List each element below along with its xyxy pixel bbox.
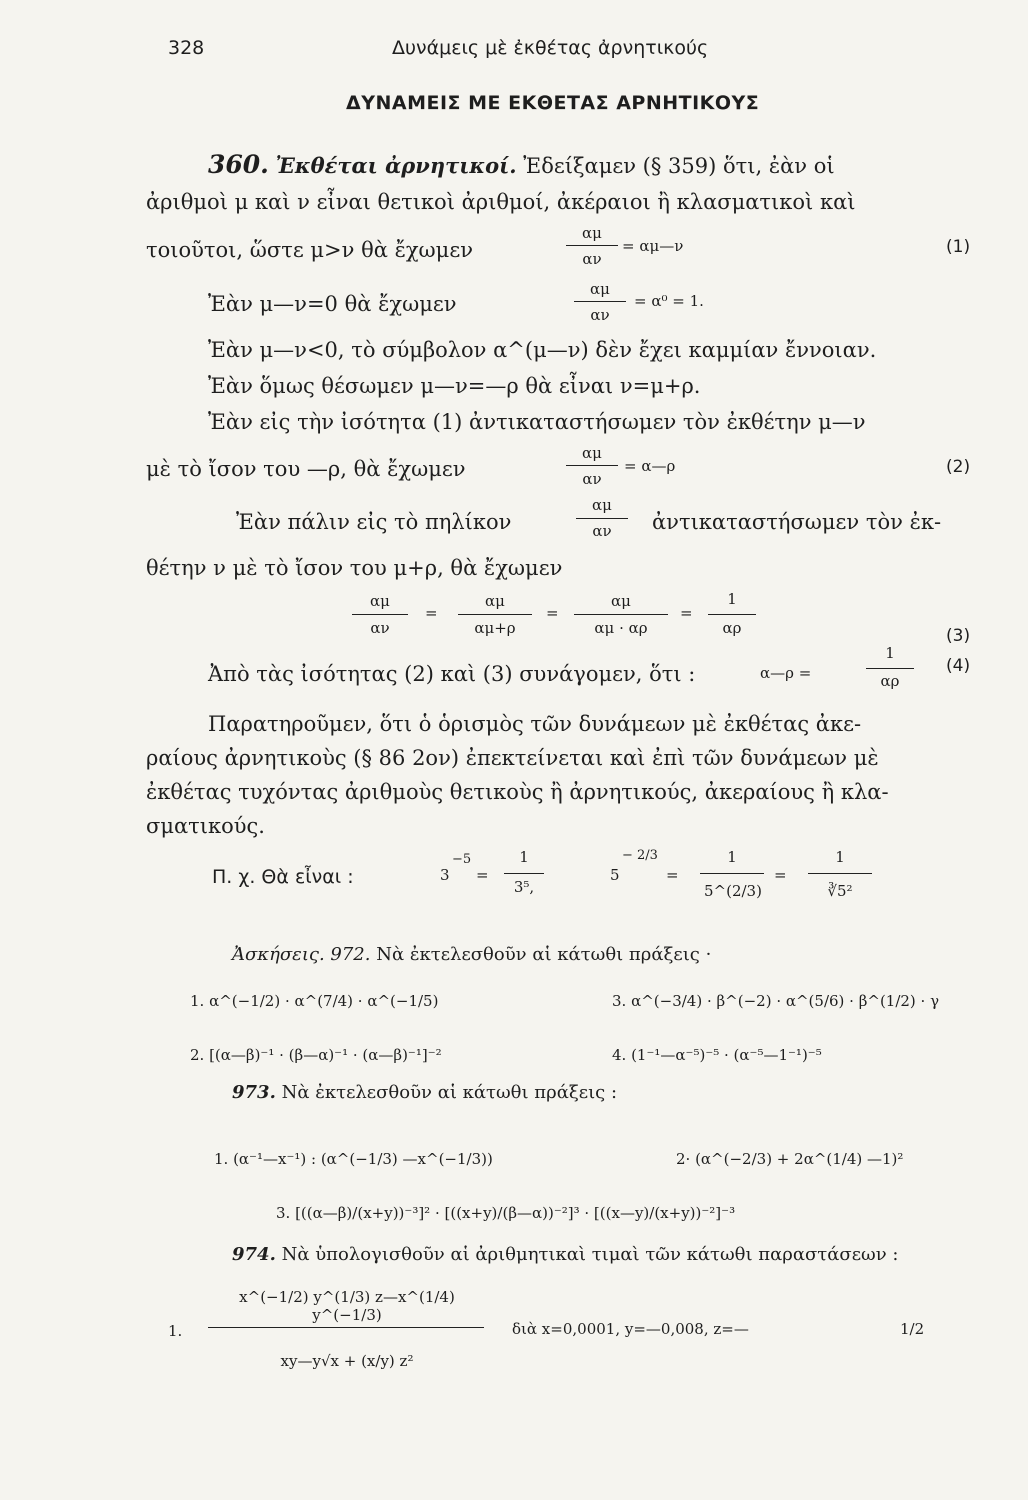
- fraction-bar: [708, 614, 756, 615]
- exercise-instruction: Νὰ ὑπολογισθοῦν αἱ ἀριθμητικαὶ τιμαὶ τῶν κάτωθι παραστάσεων :: [281, 1244, 899, 1265]
- section-title: ΔΥΝΑΜΕΙΣ ΜΕ ΕΚΘΕΤΑΣ ΑΡΝΗΤΙΚΟΥΣ: [346, 92, 760, 114]
- exercise-item: 1. α^(−1/2) · α^(7/4) · α^(−1/5): [190, 992, 439, 1010]
- equation-tag: (2): [946, 457, 971, 477]
- text-line: Ἐὰν μ—ν=0 θὰ ἔχωμεν: [208, 292, 457, 316]
- exercise-item: 2· (α^(−2/3) + 2α^(1/4) —1)²: [676, 1150, 904, 1168]
- fraction-bar: [808, 873, 872, 874]
- fraction-bar: [504, 873, 544, 874]
- text-line: Ἐὰν εἰς τὴν ἰσότητα (1) ἀντικαταστήσωμεν τὸν ἐκθέτην μ—ν: [208, 410, 866, 434]
- fraction-bar: [566, 245, 618, 246]
- text-line: τοιοῦτοι, ὥστε μ>ν θὰ ἔχωμεν: [146, 238, 473, 262]
- fraction-denominator: αρ: [722, 619, 742, 637]
- fraction-bar: [574, 614, 668, 615]
- equation-lhs: α—ρ =: [760, 664, 812, 682]
- equation-tag: (4): [946, 656, 971, 676]
- equals-sign: =: [546, 604, 559, 622]
- text-line: θέτην ν μὲ τὸ ἴσον του μ+ρ, θὰ ἔχωμεν: [146, 556, 563, 580]
- exercise-formula-numerator: x^(−1/2) y^(1/3) z—x^(1/4) y^(−1/3): [239, 1288, 455, 1324]
- fraction-bar: [866, 668, 914, 669]
- exercise-973-heading: [232, 1082, 617, 1103]
- text-line: σματικούς.: [146, 814, 265, 838]
- example-formula: 1: [835, 848, 845, 866]
- exercise-item: 2. [(α—β)⁻¹ · (β—α)⁻¹ · (α—β)⁻¹]⁻²: [190, 1046, 442, 1064]
- paragraph-number: 360.: [208, 150, 269, 179]
- text-line: ἀριθμοὶ μ καὶ ν εἶναι θετικοὶ ἀριθμοί, ἀκέραιοι ἢ κλασματικοὶ καὶ: [146, 190, 856, 214]
- text-line: Παρατηροῦμεν, ὅτι ὁ ὁρισμὸς τῶν δυνάμεων μὲ ἐκθέτας ἀκε-: [208, 712, 862, 736]
- example-formula: 1: [519, 848, 529, 866]
- text-line: Ἐδείξαμεν (§ 359) ὅτι, ἐὰν οἱ: [523, 154, 835, 178]
- fraction-numerator: αμ: [590, 280, 610, 298]
- fraction-denominator: αν: [582, 470, 602, 488]
- exercise-values: διὰ x=0,0001, y=—0,008, z=—: [512, 1320, 749, 1338]
- page-number: 328: [168, 37, 205, 59]
- example-formula: 1: [727, 848, 737, 866]
- fraction-denominator: αν: [582, 250, 602, 268]
- text-line: Ἐὰν μ—ν<0, τὸ σύμβολον α^(μ—ν) δὲν ἔχει καμμίαν ἔννοιαν.: [208, 338, 877, 362]
- text-line: μὲ τὸ ἴσον του —ρ, θὰ ἔχωμεν: [146, 457, 466, 481]
- fraction-numerator: αμ: [611, 592, 631, 610]
- equals-sign: =: [680, 604, 693, 622]
- fraction-bar: [566, 465, 618, 466]
- fraction-bar: [352, 614, 408, 615]
- equals-sign: =: [774, 866, 787, 884]
- fraction-numerator: 1: [885, 644, 895, 662]
- fraction-bar: [574, 301, 626, 302]
- equation-tag: (1): [946, 237, 971, 257]
- fraction-bar: [700, 873, 764, 874]
- fraction-denominator: αμ · αρ: [594, 619, 648, 637]
- fraction-denominator: αν: [590, 306, 610, 324]
- fraction-numerator: 1: [727, 590, 737, 608]
- fraction-bar: [208, 1327, 484, 1328]
- exercise-instruction: Νὰ ἐκτελεσθοῦν αἱ κάτωθι πράξεις ·: [376, 944, 712, 965]
- example-formula: − 2/3: [622, 848, 658, 863]
- text-line: ραίους ἀρνητικοὺς (§ 86 2ον) ἐπεκτείνεται καὶ ἐπὶ τῶν δυνάμεων μὲ: [146, 746, 879, 770]
- exercise-972-heading: [232, 944, 711, 965]
- exercise-item-label: 1.: [168, 1322, 183, 1340]
- paragraph-360: [208, 150, 835, 179]
- exercise-974-heading: [232, 1244, 898, 1265]
- fraction-numerator: αμ: [582, 224, 602, 242]
- exercise-label: 974.: [232, 1244, 276, 1265]
- fraction-bar: [458, 614, 532, 615]
- running-title: Δυνάμεις μὲ ἐκθέτας ἀρνητικούς: [392, 37, 709, 59]
- example-label: Π. χ. Θὰ εἶναι :: [212, 866, 354, 888]
- example-formula: 5^(2/3): [704, 882, 762, 900]
- example-formula: 3: [440, 866, 450, 884]
- equals-sign: =: [666, 866, 679, 884]
- example-formula: ∛5²: [827, 882, 853, 900]
- exercise-item: 1. (α⁻¹—x⁻¹) : (α^(−1/3) —x^(−1/3)): [214, 1150, 493, 1168]
- equals-sign: =: [425, 604, 438, 622]
- paragraph-heading: Ἐκθέται ἀρνητικοί.: [275, 153, 517, 178]
- text-line: Ἐὰν ὅμως θέσωμεν μ—ν=—ρ θὰ εἶναι ν=μ+ρ.: [208, 374, 701, 398]
- text-line: ἐκθέτας τυχόντας ἀριθμοὺς θετικοὺς ἢ ἀρνητικούς, ἀκεραίους ἢ κλα-: [146, 780, 889, 804]
- exercise-item: 3. α^(−3/4) · β^(−2) · α^(5/6) · β^(1/2) · γ: [612, 992, 940, 1010]
- fraction-denominator: αν: [592, 522, 612, 540]
- fraction-denominator: αμ+ρ: [474, 619, 516, 637]
- exercise-item: 3. [((α—β)/(x+y))⁻³]² · [((x+y)/(β—α))⁻²]³ · [((x—y)/(x+y))⁻²]⁻³: [276, 1204, 736, 1222]
- example-formula: 3⁵,: [513, 878, 535, 896]
- example-formula: −5: [452, 852, 472, 867]
- exercise-label: Ἀσκήσεις. 972.: [232, 944, 371, 965]
- fraction-denominator: αρ: [880, 672, 900, 690]
- text-line: Ἐὰν πάλιν εἰς τὸ πηλίκον: [236, 510, 512, 534]
- fraction-numerator: αμ: [592, 496, 612, 514]
- exercise-instruction: Νὰ ἐκτελεσθοῦν αἱ κάτωθι πράξεις :: [281, 1082, 618, 1103]
- fraction-numerator: αμ: [370, 592, 390, 610]
- exercise-label: 973.: [232, 1082, 276, 1103]
- example-formula: 5: [610, 866, 620, 884]
- exercise-item: 4. (1⁻¹—α⁻⁵)⁻⁵ · (α⁻⁵—1⁻¹)⁻⁵: [612, 1046, 822, 1064]
- exercise-formula-denominator: xy—y√x + (x/y) z²: [280, 1352, 414, 1370]
- equals-sign: =: [476, 866, 489, 884]
- text-line: ἀντικαταστήσωμεν τὸν ἐκ-: [652, 510, 942, 534]
- equation-tag: (3): [946, 626, 971, 646]
- exercise-value-half: 1/2: [900, 1320, 925, 1338]
- equation-rhs: = αμ—ν: [622, 237, 684, 255]
- text-line: Ἀπὸ τὰς ἰσότητας (2) καὶ (3) συνάγομεν, ὅτι :: [208, 662, 696, 686]
- fraction-numerator: αμ: [485, 592, 505, 610]
- fraction-numerator: αμ: [582, 444, 602, 462]
- fraction-denominator: αν: [370, 619, 390, 637]
- equation-rhs: = α⁰ = 1.: [634, 292, 704, 310]
- equation-rhs: = α—ρ: [624, 457, 676, 475]
- fraction-bar: [576, 518, 628, 519]
